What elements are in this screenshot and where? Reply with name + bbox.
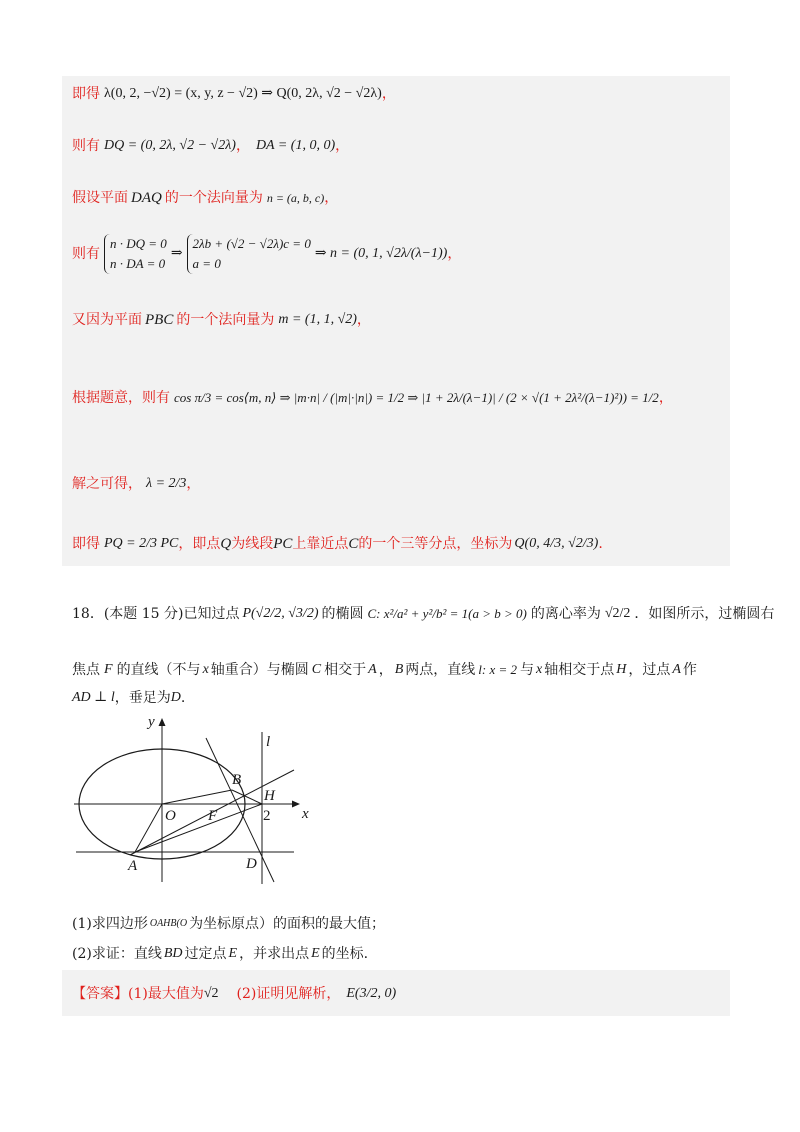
label-b: B: [232, 772, 242, 788]
problem-t1: 的椭圆: [321, 606, 364, 622]
label-d: D: [246, 856, 257, 872]
p3-D: D: [170, 690, 181, 705]
p2-f: 两点，直线: [405, 662, 476, 678]
line8-t4: 的一个三等分点，坐标为: [358, 536, 513, 552]
line1-end: ，: [381, 86, 396, 102]
label-o: O: [165, 808, 176, 824]
system-2: [187, 234, 311, 274]
problem-t3: ．如图所示，过椭圆右: [634, 606, 775, 622]
cosine-equation: cos π/3 = cos⟨m, n⟩ ⇒ |m·n| / (|m|·|n|) = 1/2 ⇒ |1 + 2λ/(λ−1)| / (2 × √(1 + 2λ²/(λ−1)²)) = 1/2: [174, 390, 659, 405]
vector-pq: PQ = 2/3 PC: [104, 536, 179, 551]
point-c: C: [348, 536, 359, 552]
label-x: x: [302, 806, 309, 822]
segment-oa: [135, 804, 162, 852]
question-1: [72, 914, 730, 934]
line4-prefix: 则有: [72, 246, 100, 262]
normal-m: m = (1, 1, √2): [278, 312, 357, 327]
line3-mid: 的一个法向量为: [164, 190, 263, 206]
p2-h: 轴相交于点: [544, 662, 615, 678]
problem-line-2: [72, 660, 730, 680]
p2-x2: x: [535, 662, 543, 677]
y-axis-arrow: [159, 718, 166, 726]
p2-d: 相交于: [324, 662, 367, 678]
label-y: y: [148, 714, 155, 730]
solution-line-8: [72, 534, 730, 554]
solution-line-2: [72, 136, 730, 156]
answer-1: (1)最大值为: [128, 986, 204, 1002]
p3-end: .: [180, 690, 186, 706]
q1-a: (1)求四边形: [72, 916, 148, 932]
label-h: H: [264, 788, 275, 804]
label-2: 2: [263, 808, 271, 824]
ellipse-figure: [68, 712, 328, 887]
system-1: [104, 234, 167, 274]
solution-line-7: [72, 474, 730, 494]
line2-prefix: 则有: [72, 138, 100, 154]
q2-a: (2)求证：直线: [72, 946, 162, 962]
system1-eq1: n · DQ = 0: [110, 236, 167, 251]
answer-line: [72, 984, 730, 1004]
point-p: P(√2/2, √3/2): [242, 606, 319, 621]
normal-n: n = (a, b, c): [266, 191, 325, 205]
problem-t2: 的离心率为: [530, 606, 601, 622]
line7-prefix: 解之可得，: [72, 476, 142, 492]
segment-pc: PC: [273, 536, 293, 552]
lambda-value: λ = 2/3: [146, 476, 187, 491]
eccentricity: √2/2: [604, 606, 631, 621]
system2-eq2: a = 0: [192, 256, 221, 271]
q1-b: 为坐标原点）的面积的最大值；: [189, 916, 386, 932]
implies-1: ⇒: [170, 246, 183, 261]
p2-A: A: [368, 662, 377, 677]
p2-g: 与: [519, 662, 534, 678]
solution-line-1: [72, 84, 730, 104]
problem-line-1: [72, 604, 775, 624]
line2-end: ，: [335, 138, 350, 154]
line5-prefix: 又因为平面: [72, 312, 142, 328]
line7-end: ，: [186, 476, 201, 492]
solution-line-4: [72, 232, 730, 276]
q2-e2: E: [311, 946, 320, 961]
question-2: [72, 944, 730, 964]
solution-line-5: [72, 310, 730, 330]
label-l: l: [266, 734, 271, 750]
p2-e: ，: [378, 662, 393, 678]
line6-prefix: 根据题意，则有: [72, 390, 170, 406]
p2-B: B: [394, 662, 404, 677]
problem-number: 18．(本题 15 分)已知过点: [72, 606, 240, 622]
q2-e: E: [228, 946, 238, 961]
line4-end: ，: [447, 246, 462, 262]
p2-H: H: [616, 662, 627, 677]
x-axis-arrow: [292, 801, 300, 808]
p2-i: ，过点: [628, 662, 671, 678]
line8-t2: 为线段: [231, 536, 274, 552]
system1-eq2: n · DA = 0: [110, 256, 166, 271]
system2-eq1: 2λb + (√2 − √2λ)c = 0: [192, 236, 311, 251]
line3-prefix: 假设平面: [72, 190, 128, 206]
normal-n-result: ⇒ n = (0, 1, √2λ/(λ−1)): [314, 246, 448, 261]
label-f: F: [208, 808, 218, 824]
line5-end: ，: [356, 312, 371, 328]
p2-C: C: [311, 662, 322, 677]
line8-t3: 上靠近点: [292, 536, 349, 552]
q2-c: ，并求出点: [239, 946, 310, 962]
line2-sep: ，: [235, 138, 250, 154]
answer-1-value: √2: [203, 986, 219, 1001]
point-q: Q: [220, 536, 232, 552]
perpendicular-ad: AD ⊥ l: [72, 690, 115, 705]
p3-a: ，垂足为: [114, 690, 171, 706]
line6-end: ，: [658, 390, 673, 406]
plane-pbc: PBC: [145, 312, 174, 328]
q1-shape: OAHB(O: [149, 918, 188, 929]
vector-dq: DQ = (0, 2λ, √2 − √2λ): [104, 138, 236, 153]
line5-mid: 的一个法向量为: [176, 312, 275, 328]
solution-line-6: [72, 388, 730, 408]
p2-b: 的直线（不与: [116, 662, 201, 678]
segment-ob: [162, 790, 232, 804]
p2-a: 焦点: [72, 662, 100, 678]
p2-j: 作: [682, 662, 697, 678]
solution-line-3: [72, 188, 730, 208]
line1-math: λ(0, 2, −√2) = (x, y, z − √2) ⇒ Q(0, 2λ, √2 − √2λ): [104, 86, 382, 101]
line8-prefix: 即得: [72, 536, 100, 552]
p2-line-l: l: x = 2: [478, 662, 517, 677]
plane-daq: DAQ: [131, 190, 162, 206]
answer-2: (2)证明见解析，: [236, 986, 341, 1002]
ellipse-equation: C: x²/a² + y²/b² = 1(a > b > 0): [367, 606, 527, 621]
q2-d: 的坐标.: [321, 946, 369, 962]
q2-bd: BD: [163, 946, 183, 961]
answer-tag: 【答案】: [72, 986, 128, 1002]
p2-c: 轴重合）与椭圆: [210, 662, 309, 678]
p2-x: x: [202, 662, 209, 677]
q2-b: 过定点: [184, 946, 227, 962]
line8-end: .: [598, 536, 603, 552]
p2-A2: A: [672, 662, 681, 677]
segment-ah: [135, 804, 262, 852]
p2-F: F: [104, 662, 113, 677]
problem-line-3: [72, 688, 730, 708]
line8-t1: ，即点: [178, 536, 221, 552]
label-a: A: [128, 858, 138, 874]
line3-end: ，: [324, 190, 339, 206]
line1-prefix: 即得: [72, 86, 100, 102]
vector-da: DA = (1, 0, 0): [255, 138, 336, 153]
answer-2-value: E(3/2, 0): [346, 986, 397, 1001]
q-coordinate: Q(0, 4/3, √2/3): [514, 536, 599, 551]
